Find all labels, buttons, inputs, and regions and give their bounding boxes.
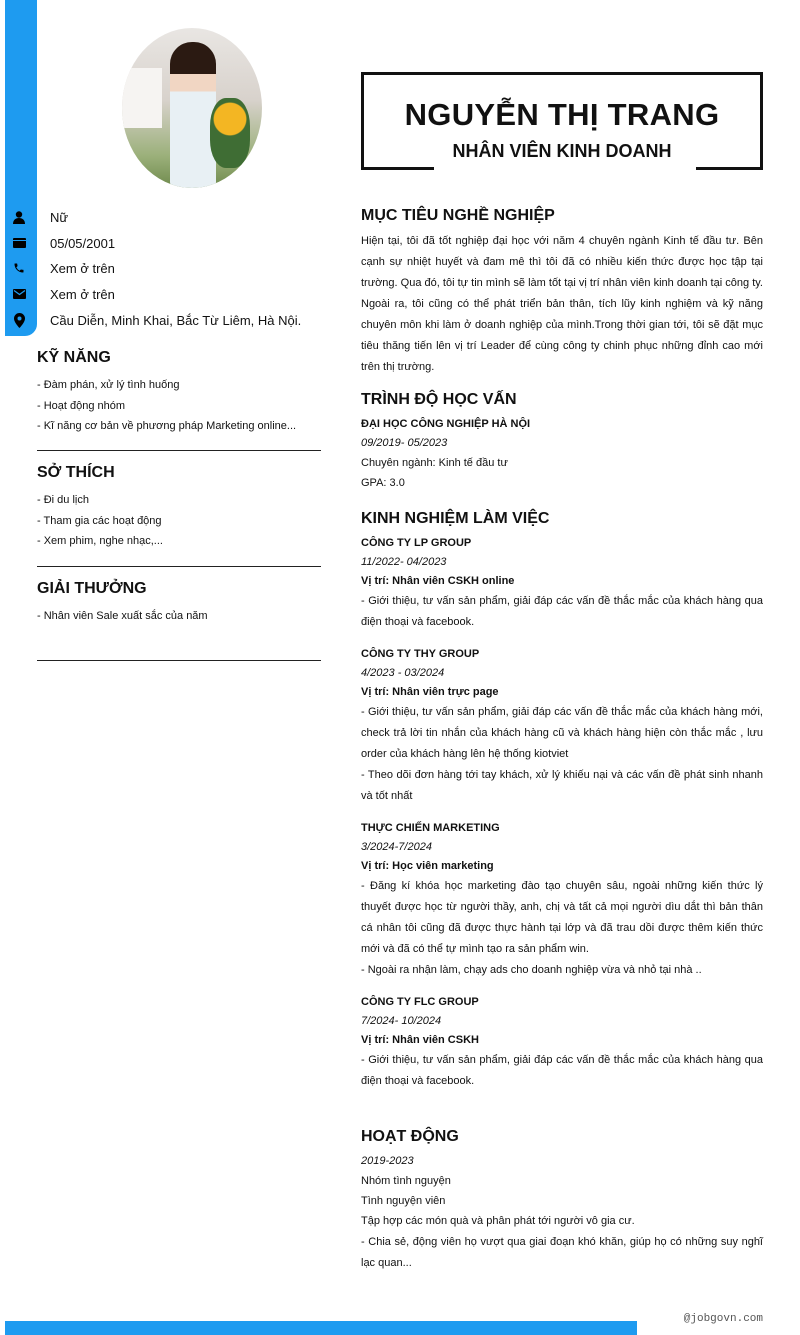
job-position: Vị trí: Nhân viên trực page xyxy=(361,686,499,698)
activity-org: Nhóm tình nguyện xyxy=(361,1175,451,1187)
objective-heading: MỤC TIÊU NGHỀ NGHIỆP xyxy=(361,207,555,224)
job-detail: - Theo dõi đơn hàng tới tay khách, xử lý khiếu nại và các vấn đề phát sinh nhanh và tốt nhất xyxy=(361,769,763,802)
list-item: - Tham gia các hoạt động xyxy=(37,514,162,527)
job-detail: - Đăng kí khóa học marketing đào tạo chuyên sâu, ngoài những kiến thức lý thuyết được học từ người thầy, anh, chị và tất cả mọi người dìu dắt thì bản thân cá nhân tôi cũng đã được thực hành tại lớp và đã trau dồi được thêm kiến thức mới và đã có thể tự mình tạo ra sản phẩm win. xyxy=(361,880,763,955)
experience-section xyxy=(361,510,763,1104)
job-entry xyxy=(361,993,763,1092)
job-date: 3/2024-7/2024 xyxy=(361,841,432,853)
hobbies-heading: SỞ THÍCH xyxy=(37,464,115,481)
footer-accent-bar xyxy=(5,1321,637,1335)
job-company: CÔNG TY FLC GROUP xyxy=(361,996,479,1008)
watermark: @jobgovn.com xyxy=(683,1313,763,1325)
job-company: CÔNG TY LP GROUP xyxy=(361,537,472,549)
list-item: - Xem phim, nghe nhạc,... xyxy=(37,535,163,547)
candidate-name: NGUYỄN THỊ TRANG xyxy=(404,97,720,132)
divider xyxy=(37,450,321,451)
education-gpa: GPA: 3.0 xyxy=(361,477,405,489)
job-detail: - Giới thiệu, tư vấn sản phẩm, giải đáp các vấn đề thắc mắc của khách hàng mới, check trả lời tin nhắn của khách hàng cũ và khách hàng hiện còn thắc mắc , lưu order của khách hàng lên hệ thống kiotviet xyxy=(361,706,763,760)
skills-heading: KỸ NĂNG xyxy=(37,349,111,366)
hobbies-section xyxy=(37,464,321,552)
job-date: 11/2022- 04/2023 xyxy=(361,556,447,568)
education-section xyxy=(361,391,763,493)
job-detail: - Giới thiệu, tư vấn sản phẩm, giải đáp các vấn đề thắc mắc của khách hàng qua điện thoại và facebook. xyxy=(361,1054,763,1087)
email-icon xyxy=(0,289,37,299)
photo-background-banner xyxy=(122,68,162,128)
experience-heading: KINH NGHIỆM LÀM VIỆC xyxy=(361,510,550,527)
list-item: - Nhân viên Sale xuất sắc của năm xyxy=(37,610,208,622)
list-item: - Đàm phán, xử lý tình huống xyxy=(37,379,180,391)
activity-detail: Tập hợp các món quà và phân phát tới người vô gia cư. xyxy=(361,1215,635,1227)
activities-section xyxy=(361,1128,763,1274)
person-icon xyxy=(0,211,37,224)
contact-info xyxy=(0,206,330,336)
photo-flowers xyxy=(210,98,250,168)
phone-icon xyxy=(0,262,37,274)
job-position: Vị trí: Học viên marketing xyxy=(361,860,494,872)
job-date: 4/2023 - 03/2024 xyxy=(361,667,445,679)
education-heading: TRÌNH ĐỘ HỌC VẤN xyxy=(361,391,517,408)
contact-address: Cầu Diễn, Minh Khai, Bắc Từ Liêm, Hà Nội. xyxy=(0,309,330,331)
list-item: - Kĩ năng cơ bản về phương pháp Marketing online... xyxy=(37,420,297,432)
activity-date: 2019-2023 xyxy=(361,1155,414,1167)
job-entry xyxy=(361,645,763,807)
activity-role: Tình nguyện viên xyxy=(361,1195,446,1207)
contact-email: Xem ở trên xyxy=(0,283,330,305)
objective-section xyxy=(361,207,763,378)
list-item: - Đi du lịch xyxy=(37,494,89,506)
contact-phone: Xem ở trên xyxy=(0,257,330,279)
list-item: - Hoạt động nhóm xyxy=(37,399,126,412)
photo-person xyxy=(170,42,216,188)
location-icon xyxy=(0,313,37,328)
education-date: 09/2019- 05/2023 xyxy=(361,437,448,449)
skills-section xyxy=(37,349,321,437)
job-position: Vị trí: Nhân viên CSKH online xyxy=(361,575,515,587)
objective-text: Hiện tại, tôi đã tốt nghiệp đại học với năm 4 chuyên ngành Kinh tế đầu tư. Bên cạnh sự nhiệt huyết và đam mê thì tôi đã có nhiều kiến thức được học tập tại trường. Qua đó, tôi tự tin mình sẽ làm tốt tại vị trí nhân viên kinh doanh tại công ty. Ngoài ra, tôi cũng có thể phát triển bản thân, tích lũy kinh nghiệm và kỹ năng chuyên môn khi làm ở doanh nghiệp của mình.Trong thời gian tới, tôi sẽ đặt mục tiêu thăng tiến lên vị trí Leader để cùng công ty chinh phục những đỉnh cao mới trên thị trường. xyxy=(361,235,763,373)
candidate-title: NHÂN VIÊN KINH DOANH xyxy=(452,141,672,161)
border-gap xyxy=(434,167,696,170)
job-company: CÔNG TY THY GROUP xyxy=(361,648,480,660)
activity-detail: - Chia sẻ, động viên họ vượt qua giai đoạn khó khăn, giúp họ có những suy nghĩ lạc quan... xyxy=(361,1236,763,1269)
job-date: 7/2024- 10/2024 xyxy=(361,1015,442,1027)
contact-gender: Nữ xyxy=(0,206,330,228)
name-header-box xyxy=(361,72,763,170)
job-detail: - Ngoài ra nhận làm, chạy ads cho doanh nghiệp vừa và nhỏ tại nhà .. xyxy=(361,964,702,976)
job-company: THỰC CHIẾN MARKETING xyxy=(361,822,500,834)
school-name: ĐẠI HỌC CÔNG NGHIỆP HÀ NỘI xyxy=(361,418,531,430)
calendar-icon xyxy=(0,238,37,248)
education-major: Chuyên ngành: Kinh tế đầu tư xyxy=(361,457,508,469)
profile-photo xyxy=(122,28,262,188)
divider xyxy=(37,660,321,661)
job-detail: - Giới thiệu, tư vấn sản phẩm, giải đáp các vấn đề thắc mắc của khách hàng qua điện thoại và facebook. xyxy=(361,595,763,628)
job-position: Vị trí: Nhân viên CSKH xyxy=(361,1034,479,1046)
job-entry xyxy=(361,534,763,633)
contact-birthday: 05/05/2001 xyxy=(0,232,330,254)
job-entry xyxy=(361,819,763,981)
divider xyxy=(37,566,321,567)
awards-heading: GIẢI THƯỞNG xyxy=(37,580,147,597)
activities-heading: HOẠT ĐỘNG xyxy=(361,1128,459,1145)
awards-section xyxy=(37,580,321,627)
